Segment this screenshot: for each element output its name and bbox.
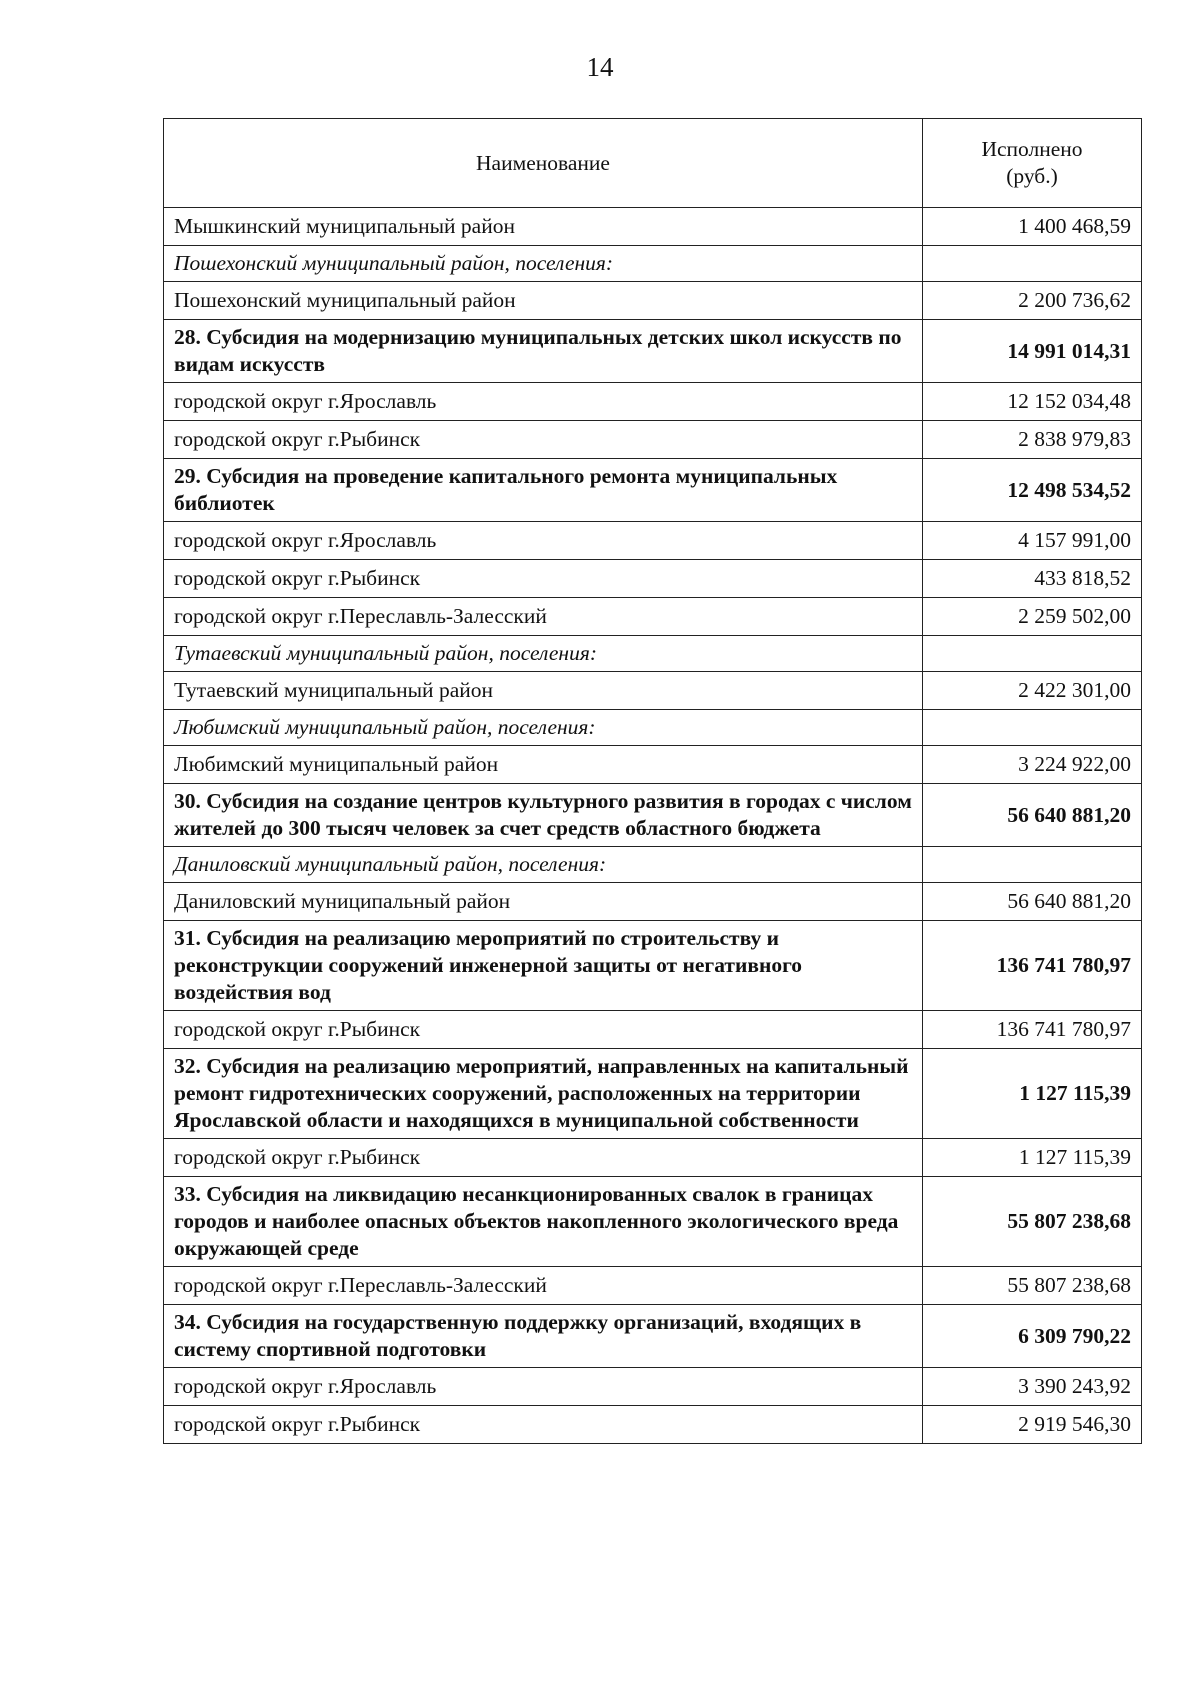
row-value: 55 807 238,68	[923, 1267, 1142, 1305]
table-row	[164, 459, 1142, 522]
table-row	[164, 672, 1142, 710]
table-row	[164, 710, 1142, 746]
row-value: 6 309 790,22	[923, 1305, 1142, 1368]
table-row	[164, 320, 1142, 383]
row-value: 12 498 534,52	[923, 459, 1142, 522]
table-row	[164, 746, 1142, 784]
row-name: Мышкинский муниципальный район	[164, 208, 923, 246]
row-value	[923, 246, 1142, 282]
table-row	[164, 1177, 1142, 1267]
table-row	[164, 246, 1142, 282]
row-name: Даниловский муниципальный район, поселения:	[164, 847, 923, 883]
row-value: 3 390 243,92	[923, 1368, 1142, 1406]
header-value-line1: Исполнено	[981, 137, 1083, 161]
row-name: городской округ г.Рыбинск	[164, 560, 923, 598]
row-value: 55 807 238,68	[923, 1177, 1142, 1267]
row-value: 1 127 115,39	[923, 1049, 1142, 1139]
row-value: 2 919 546,30	[923, 1406, 1142, 1444]
row-value: 56 640 881,20	[923, 784, 1142, 847]
row-value	[923, 847, 1142, 883]
table-row	[164, 636, 1142, 672]
table-row	[164, 522, 1142, 560]
row-value: 433 818,52	[923, 560, 1142, 598]
row-name: городской округ г.Ярославль	[164, 1368, 923, 1406]
row-name: Пошехонский муниципальный район, поселения:	[164, 246, 923, 282]
row-value: 2 838 979,83	[923, 421, 1142, 459]
table-row	[164, 383, 1142, 421]
row-name: городской округ г.Переславль-Залесский	[164, 1267, 923, 1305]
row-name: 34. Субсидия на государственную поддержку организаций, входящих в систему спортивной подготовки	[164, 1305, 923, 1368]
row-name: Даниловский муниципальный район	[164, 883, 923, 921]
header-name: Наименование	[164, 119, 923, 208]
header-value	[923, 119, 1142, 208]
row-name: 32. Субсидия на реализацию мероприятий, направленных на капитальный ремонт гидротехнических сооружений, расположенных на территории Ярославской области и находящихся в муниципальной собственности	[164, 1049, 923, 1139]
row-name: Тутаевский муниципальный район, поселения:	[164, 636, 923, 672]
header-value-line2: (руб.)	[1006, 164, 1058, 188]
table-row	[164, 1011, 1142, 1049]
row-value: 1 400 468,59	[923, 208, 1142, 246]
row-name: 30. Субсидия на создание центров культурного развития в городах с числом жителей до 300 тысяч человек за счет средств областного бюджета	[164, 784, 923, 847]
row-name: 33. Субсидия на ликвидацию несанкционированных свалок в границах городов и наиболее опасных объектов накопленного экологического вреда окружающей среде	[164, 1177, 923, 1267]
row-name: Пошехонский муниципальный район	[164, 282, 923, 320]
row-name: Тутаевский муниципальный район	[164, 672, 923, 710]
row-name: городской округ г.Ярославль	[164, 522, 923, 560]
table-body	[164, 208, 1142, 1444]
table-row	[164, 1267, 1142, 1305]
budget-table	[163, 118, 1142, 1444]
row-value: 2 259 502,00	[923, 598, 1142, 636]
row-value: 2 200 736,62	[923, 282, 1142, 320]
row-value: 56 640 881,20	[923, 883, 1142, 921]
table-row	[164, 784, 1142, 847]
table-row	[164, 1406, 1142, 1444]
page-number: 14	[586, 52, 614, 82]
table-row	[164, 598, 1142, 636]
table-row	[164, 1049, 1142, 1139]
table-header-row	[164, 119, 1142, 208]
table-row	[164, 421, 1142, 459]
table-row	[164, 883, 1142, 921]
table-row	[164, 847, 1142, 883]
table-row	[164, 560, 1142, 598]
row-name: городской округ г.Рыбинск	[164, 1011, 923, 1049]
table-row	[164, 208, 1142, 246]
row-name: Любимский муниципальный район	[164, 746, 923, 784]
row-name: городской округ г.Переславль-Залесский	[164, 598, 923, 636]
row-name: 29. Субсидия на проведение капитального ремонта муниципальных библиотек	[164, 459, 923, 522]
row-name: 28. Субсидия на модернизацию муниципальных детских школ искусств по видам искусств	[164, 320, 923, 383]
row-name: Любимский муниципальный район, поселения:	[164, 710, 923, 746]
row-name: 31. Субсидия на реализацию мероприятий по строительству и реконструкции сооружений инженерной защиты от негативного воздействия вод	[164, 921, 923, 1011]
row-value: 12 152 034,48	[923, 383, 1142, 421]
table-row	[164, 1139, 1142, 1177]
row-value: 14 991 014,31	[923, 320, 1142, 383]
row-value: 136 741 780,97	[923, 1011, 1142, 1049]
table-row	[164, 1368, 1142, 1406]
table-row	[164, 921, 1142, 1011]
row-name: городской округ г.Рыбинск	[164, 1406, 923, 1444]
row-value: 136 741 780,97	[923, 921, 1142, 1011]
row-value: 4 157 991,00	[923, 522, 1142, 560]
row-value: 3 224 922,00	[923, 746, 1142, 784]
table-row	[164, 1305, 1142, 1368]
row-value	[923, 710, 1142, 746]
row-value: 1 127 115,39	[923, 1139, 1142, 1177]
row-value	[923, 636, 1142, 672]
row-value: 2 422 301,00	[923, 672, 1142, 710]
row-name: городской округ г.Рыбинск	[164, 1139, 923, 1177]
row-name: городской округ г.Рыбинск	[164, 421, 923, 459]
row-name: городской округ г.Ярославль	[164, 383, 923, 421]
table-row	[164, 282, 1142, 320]
